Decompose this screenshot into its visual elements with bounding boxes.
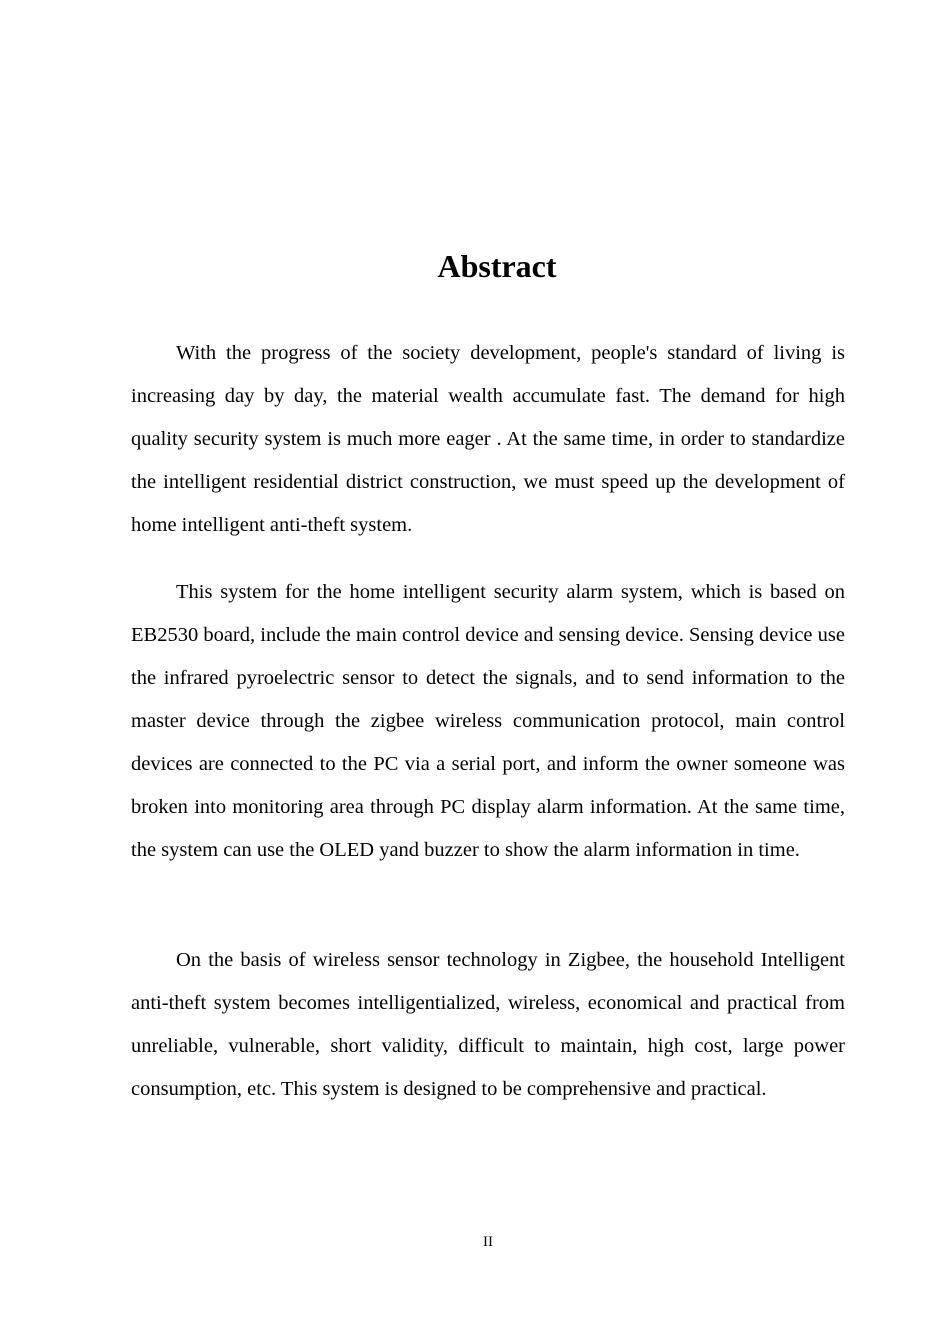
page-number: II	[483, 1234, 493, 1250]
abstract-paragraph-1: With the progress of the society development, people's standard of living is increasing day by day, the material wealth accumulate fast. The demand for high quality security system is much more eager . At the same time, in order to standardize the intelligent residential district construction, we must speed up the development of home intelligent anti-theft system.	[131, 342, 845, 536]
abstract-paragraph-2: This system for the home intelligent security alarm system, which is based on EB2530 board, include the main control device and sensing device. Sensing device use the infrared pyroelectric sensor to detect the signals, and to send information to the master device through the zigbee wireless communication protocol, main control devices are connected to the PC via a serial port, and inform the owner someone was broken into monitoring area through PC display alarm information. At the same time, the system can use the OLED yand buzzer to show the alarm information in time.	[131, 581, 845, 861]
abstract-paragraph-3: On the basis of wireless sensor technology in Zigbee, the household Intelligent anti-theft system becomes intelligentialized, wireless, economical and practical from unreliable, vulnerable, short validity, difficult to maintain, high cost, large power consumption, etc. This system is designed to be comprehensive and practical.	[131, 949, 845, 1100]
abstract-title: Abstract	[437, 248, 557, 284]
